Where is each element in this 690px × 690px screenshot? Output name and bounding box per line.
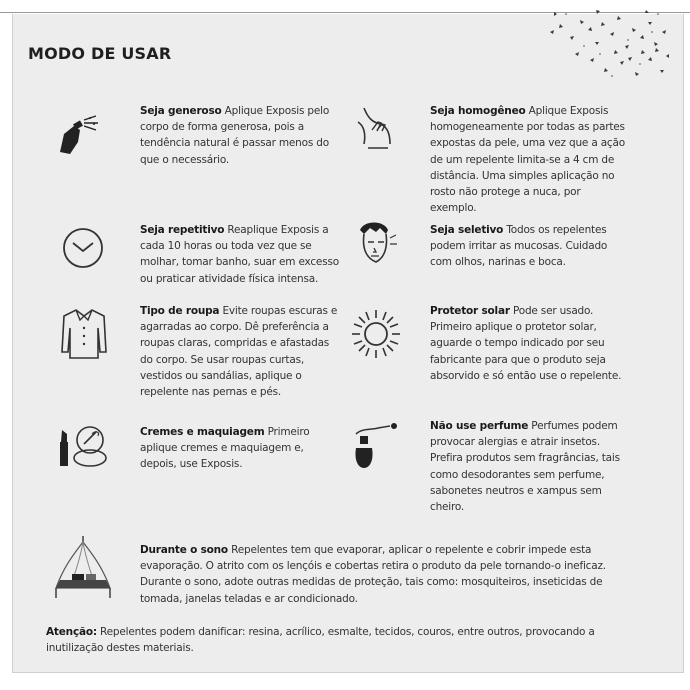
sun-icon: [348, 306, 404, 362]
attention-note: Atenção: Repelentes podem danificar: resina, acrílico, esmalte, tecidos, couros, entre outros, provocando a inutilização destes materiais.: [46, 626, 595, 654]
perfume-icon: [346, 420, 402, 474]
spray-can-icon: [50, 112, 100, 158]
item-roupa: Tipo de roupa Evite roupas escuras e agarradas ao corpo. Dê preferência a roupas claras, compridas e afastadas do corpo. Se usar roupas curtas, vestidos ou sandálias, aplique o repelente nas pernas e pés.: [140, 305, 338, 399]
item-repetitivo: Seja repetitivo Reaplique Exposis a cada 10 horas ou toda vez que se molhar, tomar banho, suar em excesso ou praticar atividade física intensa.: [140, 224, 339, 285]
item-sono: Durante o sono Repelentes tem que evaporar, aplicar o repelente e cobrir impede esta evaporação. O atrito com os lençóis e cobertas retira o produto da pele tornando-o ineficaz. Durante o sono, adote outras medidas de proteção, tais como: mosquiteiros, inseticidas de tomada, janelas teladas e ar condicionado.: [140, 544, 606, 605]
item-homogeneo: Seja homogêneo Aplique Exposis homogeneamente por todas as partes expostas da pele, uma vez que a ação de um repelente limita-se a 4 cm de distância. Uma simples aplicação no rosto não protege a nuca, por exemplo.: [430, 105, 625, 215]
page-title: MODO DE USAR: [28, 44, 172, 63]
mosquito-net-icon: [50, 532, 116, 604]
item-seletivo: Seja seletivo Todos os repelentes podem irritar as mucosas. Cuidado com olhos, narinas e boca.: [430, 224, 608, 269]
clock-icon: [60, 225, 106, 271]
item-cremes: Cremes e maquiagem Primeiro aplique cremes e maquiagem e, depois, use Exposis.: [140, 426, 310, 471]
shirt-icon: [58, 306, 110, 362]
item-generoso: Seja generoso Aplique Exposis pelo corpo de forma generosa, pois a tendência natural é passar menos do que o necessário.: [140, 105, 330, 166]
face-icon: [350, 218, 400, 270]
neck-hand-icon: [350, 104, 400, 154]
makeup-icon: [52, 420, 112, 472]
item-protetor: Protetor solar Pode ser usado. Primeiro aplique o protetor solar, aguarde o tempo indicado por seu fabricante para que o produto seja absorvido e só então use o repelente.: [430, 305, 622, 382]
insect-swarm-icon: [530, 2, 670, 82]
item-perfume: Não use perfume Perfumes podem provocar alergias e atrair insetos. Prefira produtos sem fragrâncias, tais como desodorantes sem perfume, sabonetes neutros e xampus sem cheiro.: [430, 420, 620, 514]
